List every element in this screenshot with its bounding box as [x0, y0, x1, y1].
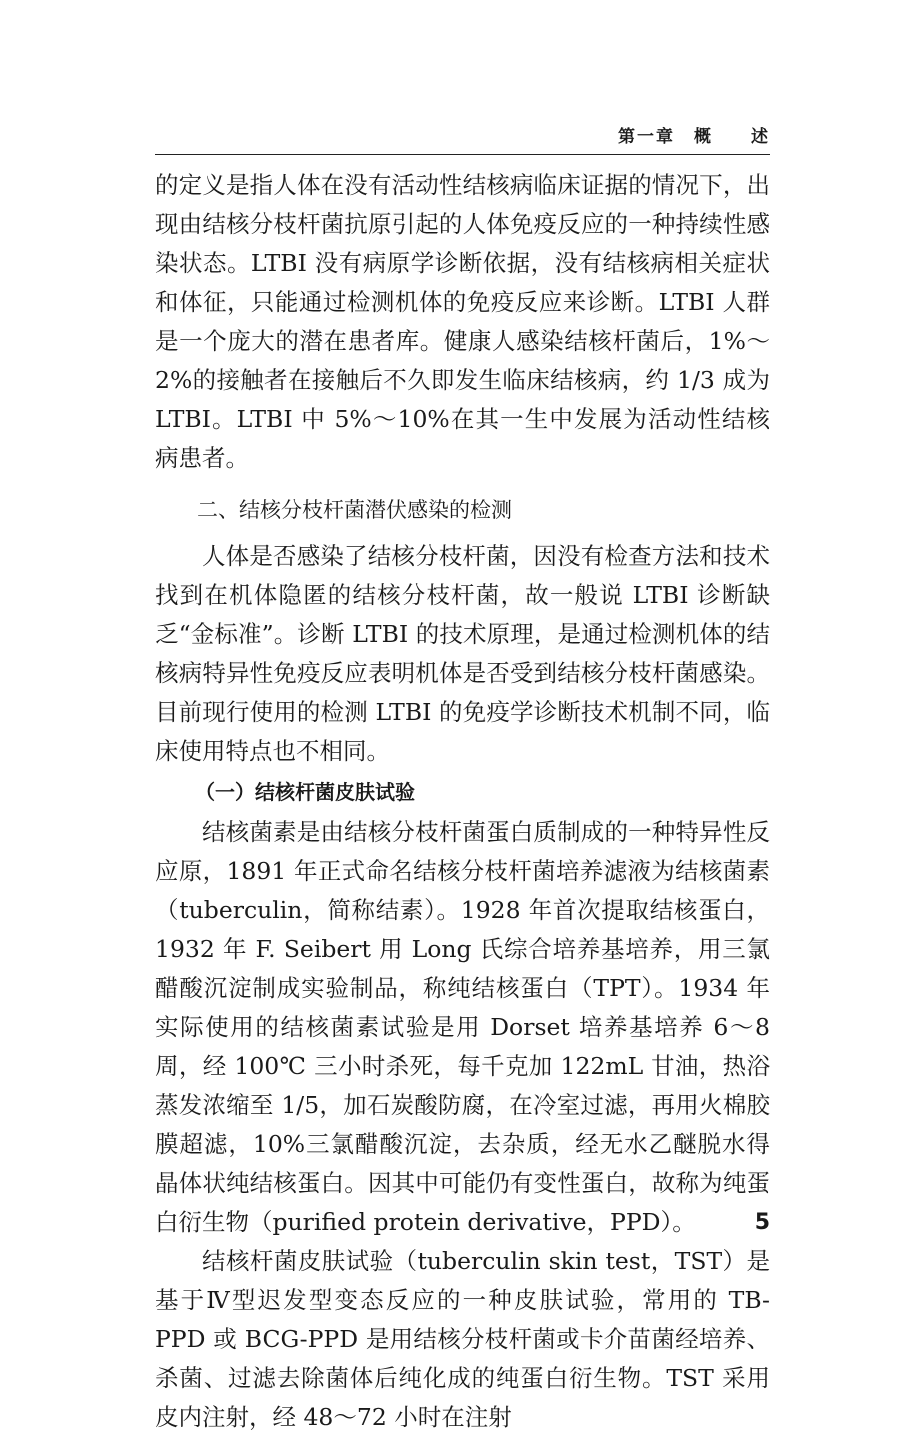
page-number: 5 — [754, 1210, 770, 1235]
chapter-title: 第一章 概 述 — [618, 127, 770, 147]
paragraph-ltbi-definition: 的定义是指人体在没有活动性结核病临床证据的情况下，出现由结核分枝杆菌抗原引起的人体免疫反应的一种持续性感染状态。LTBI 没有病原学诊断依据，没有结核病相关症状和体征，只能通过检测机体的免疫反应来诊断。LTBI 人群是一个庞大的潜在患者库。健康人感染结核杆菌后，1%～2%的接触者在接触后不久即发生临床结核病，约 1/3 成为 LTBI。LTBI 中 5%～10%在其一生中发展为活动性结核病患者。 — [155, 171, 770, 472]
subsection-heading: （一）结核杆菌皮肤试验 — [195, 780, 415, 804]
paragraph-tuberculin: 结核菌素是由结核分枝杆菌蛋白质制成的一种特异性反应原，1891 年正式命名结核分枝杆菌培养滤液为结核菌素（tuberculin，简称结素）。1928 年首次提取结核蛋白，1932 年 F. Seibert 用 Long 氏综合培养基培养，用三氯醋酸沉淀制成实验制品，称纯结核蛋白（TPT）。1934 年实际使用的结核菌素试验是用 Dorset 培养基培养 6～8 周，经 100℃ 三小时杀死，每千克加 122mL 甘油，热浴蒸发浓缩至 1/5，加石炭酸防腐，在冷室过滤，再用火棉胶膜超滤，10%三氯醋酸沉淀，去杂质，经无水乙醚脱水得晶体状纯结核蛋白。因其中可能仍有变性蛋白，故称为纯蛋白衍生物（purified protein derivative，PPD）。 — [155, 818, 770, 1236]
page-body — [155, 166, 770, 1437]
running-header — [155, 118, 770, 155]
paragraph-detection: 人体是否感染了结核分枝杆菌，因没有检查方法和技术找到在机体隐匿的结核分枝杆菌，故一般说 LTBI 诊断缺乏“金标准”。诊断 LTBI 的技术原理，是通过检测机体的结核病特异性免疫反应表明机体是否受到结核分枝杆菌感染。目前现行使用的检测 LTBI 的免疫学诊断技术机制不同，临床使用特点也不相同。 — [155, 542, 770, 765]
section-heading: 二、结核分枝杆菌潜伏感染的检测 — [197, 498, 512, 522]
paragraph-tst: 结核杆菌皮肤试验（tuberculin skin test，TST）是基于Ⅳ型迟发型变态反应的一种皮肤试验，常用的 TB-PPD 或 BCG-PPD 是用结核分枝杆菌或卡介苗菌经培养、杀菌、过滤去除菌体后纯化成的纯蛋白衍生物。TST 采用皮内注射，经 48～72 小时在注射 — [155, 1247, 770, 1431]
